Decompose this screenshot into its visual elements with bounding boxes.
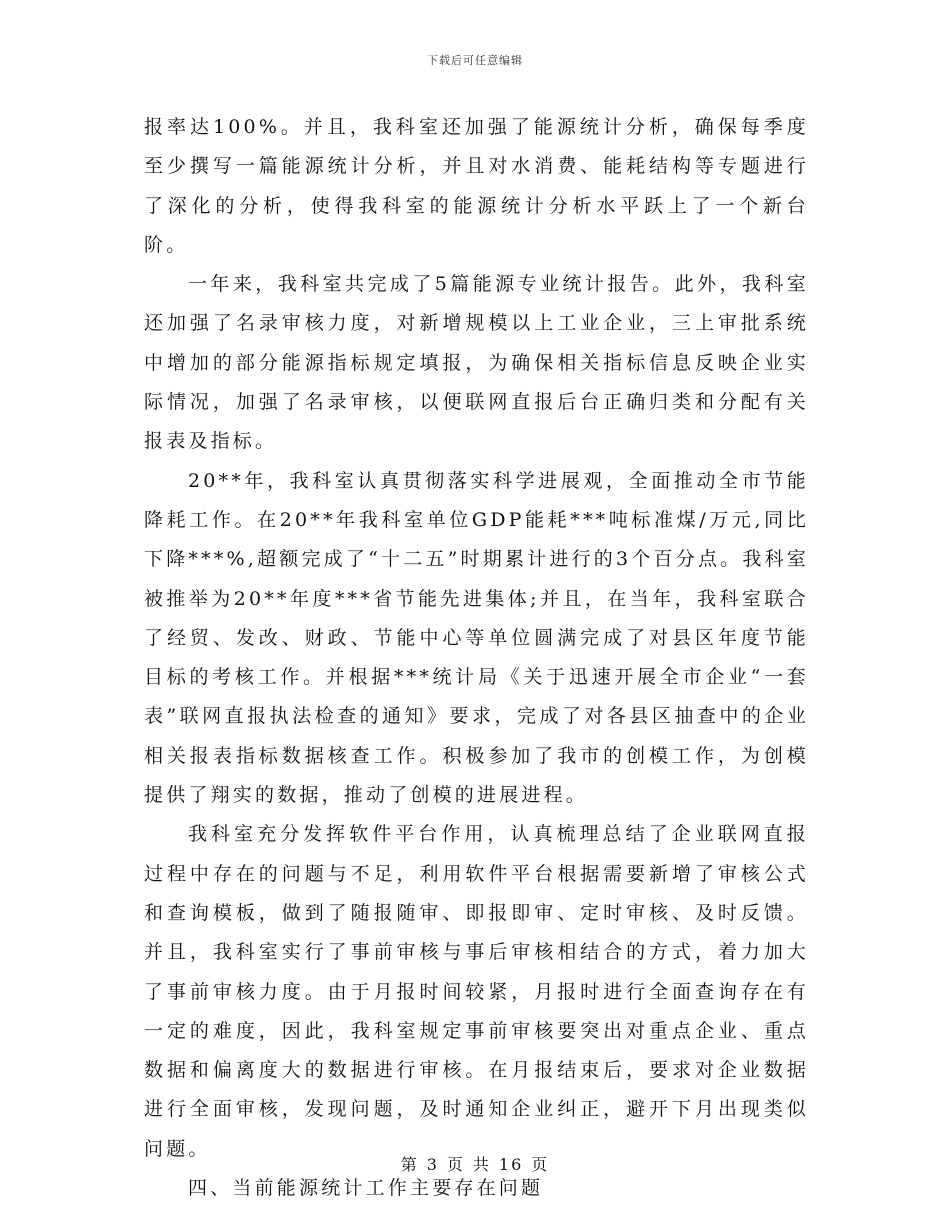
page-header-note: 下载后可任意编辑 (427, 54, 523, 67)
paragraph-3: 20**年，我科室认真贯彻落实科学进展观，全面推动全市节能降耗工作。在20**年我科室单位GDP能耗***吨标准煤/万元,同比下降***%,超额完成了“十二五”时期累计进行的3个百分点。我科室被推举为20**年度***省节能先进集体;并且，在当年，我科室联合了经贸、发改、财政、节能中心等单位圆满完成了对县区年度节能目标的考核工作。并根据***统计局《关于迅速开展全市企业“一套表”联网直报执法检查的通知》要求，完成了对各县区抽查中的企业相关报表指标数据核查工作。积极参加了我市的创模工作，为创模提供了翔实的数据，推动了创模的进展进程。 (144, 469, 809, 807)
footer-label-total: 共 (472, 1155, 491, 1174)
page-footer (0, 1152, 950, 1175)
paragraph-4: 我科室充分发挥软件平台作用，认真梳理总结了企业联网直报过程中存在的问题与不足，利用软件平台根据需要新增了审核公式和查询模板，做到了随报随审、即报即审、定时审核、及时反馈。并且，我科室实行了事前审核与事后审核相结合的方式，着力加大了事前审核力度。由于月报时间较紧，月报时进行全面查询存在有一定的难度，因此，我科室规定事前审核要突出对重点企业、重点数据和偏离度大的数据进行审核。在月报结束后，要求对企业数据进行全面审核，发现问题，及时通知企业纠正，避开下月出现类似问题。 (144, 823, 809, 1160)
paragraph-1: 报率达100%。并且，我科室还加强了能源统计分析，确保每季度至少撰写一篇能源统计分析，并且对水消费、能耗结构等专题进行了深化的分析，使得我科室的能源统计分析水平跃上了一个新台阶。 (144, 116, 809, 256)
footer-current-page: 3 (426, 1155, 439, 1174)
footer-label-unit: 页 (446, 1155, 465, 1174)
footer-label-page: 第 (400, 1155, 419, 1174)
footer-label-unit2: 页 (531, 1155, 550, 1174)
document-body (144, 108, 809, 1208)
paragraph-2: 一年来，我科室共完成了5篇能源专业统计报告。此外，我科室还加强了名录审核力度，对新增规模以上工业企业，三上审批系统中增加的部分能源指标规定填报，为确保相关指标信息反映企业实际情况，加强了名录审核，以便联网直报后台正确归类和分配有关报表及指标。 (144, 273, 809, 453)
section-heading: 四、当前能源统计工作主要存在问题 (188, 1177, 544, 1200)
footer-total-pages: 16 (498, 1155, 524, 1174)
